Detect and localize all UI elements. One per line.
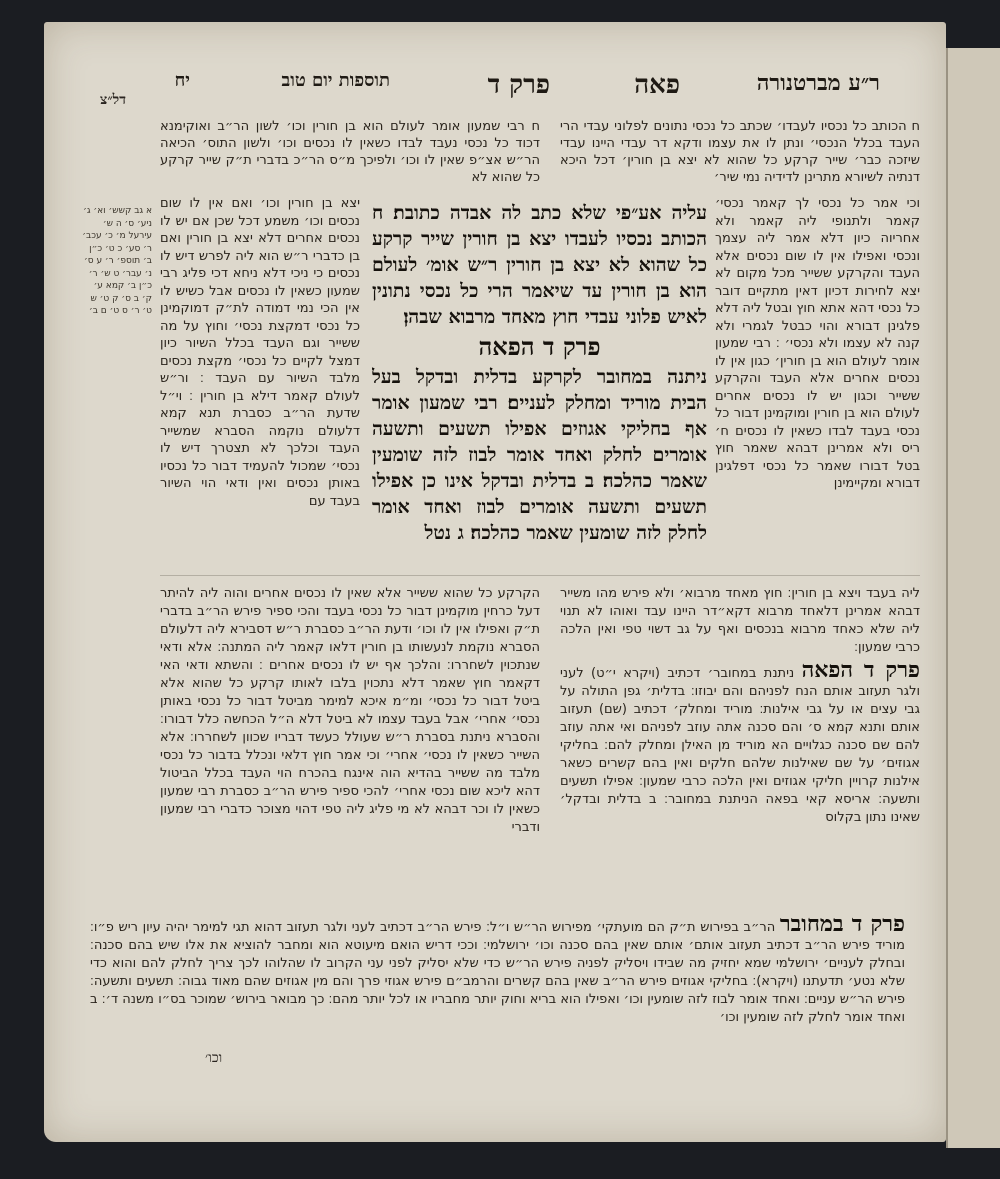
tosafot-bottom <box>90 915 905 1065</box>
mishnah-text <box>372 200 707 550</box>
header-chapter: פרק ד <box>487 70 550 100</box>
commentary-right-middle <box>560 585 920 905</box>
bartenura-perek-title: פרק ד הפאה <box>801 657 920 683</box>
margin-mark: דל״צ <box>100 92 126 108</box>
section-divider <box>160 575 920 576</box>
commentary-right-column: וכי אמר כל נכסי לך קאמר נכסי׳ קאמר ולתנופי ליה קאמר ולא אחריוה כיון דלא אמר ליה עצמך ונכסי ואפילו אין לו שום נכסים אלא העבד והקרקע ששייר מכל מקום לא יצא לחירות דכיון דאין מתקיים דובר כל נכסי דהא אתא חוץ ובטל ליה דלא פלגינן דבורא והוי כבטל לגמרי ולא קנה לא עצמו ולא נכסי׳ ׃ רבי שמעון אומר לעולם הוא בן חורין׳ כגון אין לו נכסים אחרים אלא העבד והקרקע ששייר וכגון יש לו נכסים אחרים לעולם הוא בן חורין ומוקמינן דבור כל נכסי בעבד לבדו כשאין לו נכסים ח׳ ריס ולא אמרינן דבהא שאמר חוץ בטל דבורו שאמר כל נכסי דפלגינן דבורא ומקיימינן <box>715 196 920 491</box>
header-folio: יח <box>174 70 190 91</box>
mishnah-perek-title: פרק ד הפאה <box>478 332 601 361</box>
commentary-left-middle: הקרקע כל שהוא ששייר אלא שאין לו נכסים אחרים והוה ליה להיתר דעל כרחין מוקמינן דבור כל נכסי בעבד והכי ספיר פירש הר״ב בדברי ת״ק ואפילו אין לו וכו׳ ודעת הר״ב כסברת ר״ש דסבירא ליה דלעולם הסברא נוקמת לנעשותו בן חורין דלאו קאמר ליה המתנה׃ אלא ודאי שנתכוין לשחררו׃ והלכך אף יש לו נכסים אחרים ׃ והשתא ודאי האי דקאמר חוץ שאמר דלא נתכוין בלבו לאותו קרקע כל שהוא אלא ביטל דבור כל נכסי׳ ומ״מ איכא למימר מביטל דבור כל נכסי באותן נכסי׳ אחרי׳ אבל בעבד עצמו לא ביטל דלא ה״ל הכחשה כלל דבורו׃ והסברא ניתנת בסברת ר״ש שעולל כעשד דבריו שכוון לשחררו׃ אלא השייר כשאין לו נכסי׳ אחרי׳ וכי אמר חוץ דלאי ונכלל בדבור כל נכסי מלבד מה ששייר בהדיא הוה אינגח בהכרח הוי העבד בכלל הביטול דהא ליכא שום נכסי אחרי׳ להכי ספיר פירש הר״ב כסברת רבי שמעון כשאין לו וכר דבהא לא מי פליג ליה טפי דהוי מצוכר כדברי רבי שמעון ודברי <box>160 586 540 835</box>
tosafot-bottom-text: הר״ב בפירוש ת״ק הם מועתקי׳ מפירוש הר״ש ו״ל׃ פירש הר״ב דכתיב לעני ולגר תעזוב דהוא תגי למימר יהיה עיון ריש פ״ו׃ מוריד פירש הר״ב דכתיב תעזוב אותם׳ אותם שאין בהם סכנה וכו׳ ירושלמי׃ וככי דריש הואם מיעוטא הוא ומחבר להוציא את אלו שיש בהם סכנה׃ ובחלק לעניים׳ ירושלמי שמא יחזיק מה שבידו ויסליק לפניה פירש הר״ש כדי שלא יסליק לפני עני הקרוב לו שהלוהו לכך צריך לחלק להם והוא כדי שלא נטע׳ תדעתנו (ויקרא)׃ בחליקי אגוזים פירש הר״ב שאין בהם קשרים והרמב״ם פירש אגוזי פרך והם מין אגוזים שהם מאוד גבוה׃ תשעים ותשעה׃ פירש הר״ש עניים׃ ואחד אומר לבוז לזה שומעין וכו׳ ואפילו הוא בריא וחוק יותר מחבריו או לכל יותר מהם׃ כך מבואר בירוש׳ שמוכר בס״ו משנה ד׳׃ ב ואחד אומר לחלק לזה שומעין וכו׳ <box>90 920 905 1025</box>
commentary-right-top: ח הכותב כל נכסיו לעבדו׳ שכתב כל נכסי נתונים לפלוני עבדי הרי העבד בכלל הנכסי׳ ונתן לו את עצמו ודקא דר עבדי היינו עבדי שיזכה כבר׳ שייר קרקע כל שהוא לא יצא בן חורין׳ דכל היכא דנתיה לשיורא מתרינן לדידיה נמי שיר׳ <box>560 119 920 185</box>
bartenura-body: ניתנת במחובר׳ דכתיב (ויקרא י״ט) לעני ולגר תעזוב אותם הנח לפניהם והם יבוזו׃ בדלית׳ גפן התולה על גבי עצים או על גבי אילנות׃ מוריד ומחלק׳ דכתיב (שם) תעזוב אותם ותנא קמא ס׳ והם סכנה אתה עוזב לפניהם ואי אתה עוזב להם שם סכנה כגלויים הא מוריד מן האילן ומחלק להם׃ בחליקי אגוזים׳ על שם שאילנות שלהם חלקים ואין בהם קשרים כשאר אילנות קרויין חליקי אגוזים ואין הלכה כרבי שמעון׃ אפילו תשעים ותשעה׃ אריסא קאי בפאה הניתנת במחובר׃ ב בדלית ובדקל׳ שאינו נתון בקלוס <box>560 666 920 825</box>
commentary-left-top: ח רבי שמעון אומר לעולם הוא בן חורין וכו׳ לשון הר״ב ואוקימנא דכוד כל נכסי נעבד לבדו כשאין לו נכסים וכו׳ ולשון התוס׳ הכיאה הר״ש אצ״פ שאין לו וכו׳ ולפיכך מ״ס הר״כ בדברי ת״ק שייר קרקע כל שהוא לא <box>160 119 540 185</box>
margin-notes: א גב קשש׳ וא׳ ג׳ ניע׳ ס׳ ה ש׳ עירעל מ׳ כ׳ עכב׳ ר׳ סע׳ כ ט׳ כ״ן ב׳ תוספ׳ ר׳ ע ס׳ נ׳ עבר׳ ט ש׳ ר׳ כ״ן ב׳ קמא ע׳ ק׳ ב ס׳ ק ט׳ ש ט׳ ר׳ ס ט׳ ם ב׳ <box>82 206 152 316</box>
catchword: וכו׳ <box>205 1050 223 1066</box>
next-page-edge <box>946 48 1000 1148</box>
header-commentary-left: תוספות יום טוב <box>281 70 390 91</box>
mishnah-part-2: ניתנה במחובר לקרקע בדלית ובדקל בעל הבית מוריד ומחלק לעניים׃ רבי שמעון אומר אף בחליקי אגוזים אפילו תשעים ותשעה אומרים לחלק ואחד אומר לבוז לזה שומעין שאמר כהלכה׃ ב בדלית ובדקל אינו כן אפילו תשעים ותשעה אומרים לבוז ואחד אומר לחלק לזה שומעין שאמר כהלכה׃ ג נטל <box>372 366 707 544</box>
tosafot-perek-title: פרק ד במחובר <box>779 915 905 937</box>
page-header <box>130 70 920 106</box>
bartenura-intro: ליה בעבד ויצא בן חורין׃ חוץ מאחד מרבוא׳ ולא פירש מהו משייר דבהא אמרינן דלאחד מרבוא דקא״דר היינו עבד ואוהו לא תנוי ליה שלא כאחד מרבוא בנכסים ואף על גב דשוי טפי ואין הלכה כרבי שמעון׃ <box>560 586 920 655</box>
header-commentary-right: ר״ע מברטנורה <box>756 70 880 96</box>
mishnah-part-1: עליה אע״פי שלא כתב לה אבדה כתובת׃ ח הכותב נכסיו לעבדו יצא בן חורין שייר קרקע כל שהוא לא יצא בן חורין ר״ש אומ׳ לעולם הוא בן חורין עד שיאמר הרי כל נכסי נתונין לאיש פלוני עבדי חוץ מאחד מרבוא שבהן׃ <box>372 202 707 328</box>
commentary-left-column: יצא בן חורין וכו׳ ואם אין לו שום נכסים וכו׳ משמע דכל שכן אם יש לו נכסים אחרים דלא יצא בן חורין ואם בן כדברי ר״ש הוא ליה לפרש דיש לו נכסים כי ניכי דלא ניחא דכי פליג רבי שמעון כשאין לו נכסים אבל כשיש לו אין הכי נמי דמודה לת״ק דמוקמינן כל נכסי דמקצת נכסי׳ וחוץ על מה ששייר וגם העבד בכלל השיור כיון דמצל לקיים כל נכסי׳ מקצת נכסים מלבד השיור עם העבד ׃ ור״ש לעולם קאמר דילא בן חורין ׃ וי״ל שדעת הר״ב כסברת תנא קמא דלעולם נוקמה הסברא שמשייר העבד וכלכך לא תצטרך דיש לו נכסי׳ שמכול להעמיד דבור כל נכסיו באותן נכסים ואין ודאי הוי השיור בעבד עם <box>160 196 360 509</box>
header-tractate: פאה <box>634 70 680 100</box>
